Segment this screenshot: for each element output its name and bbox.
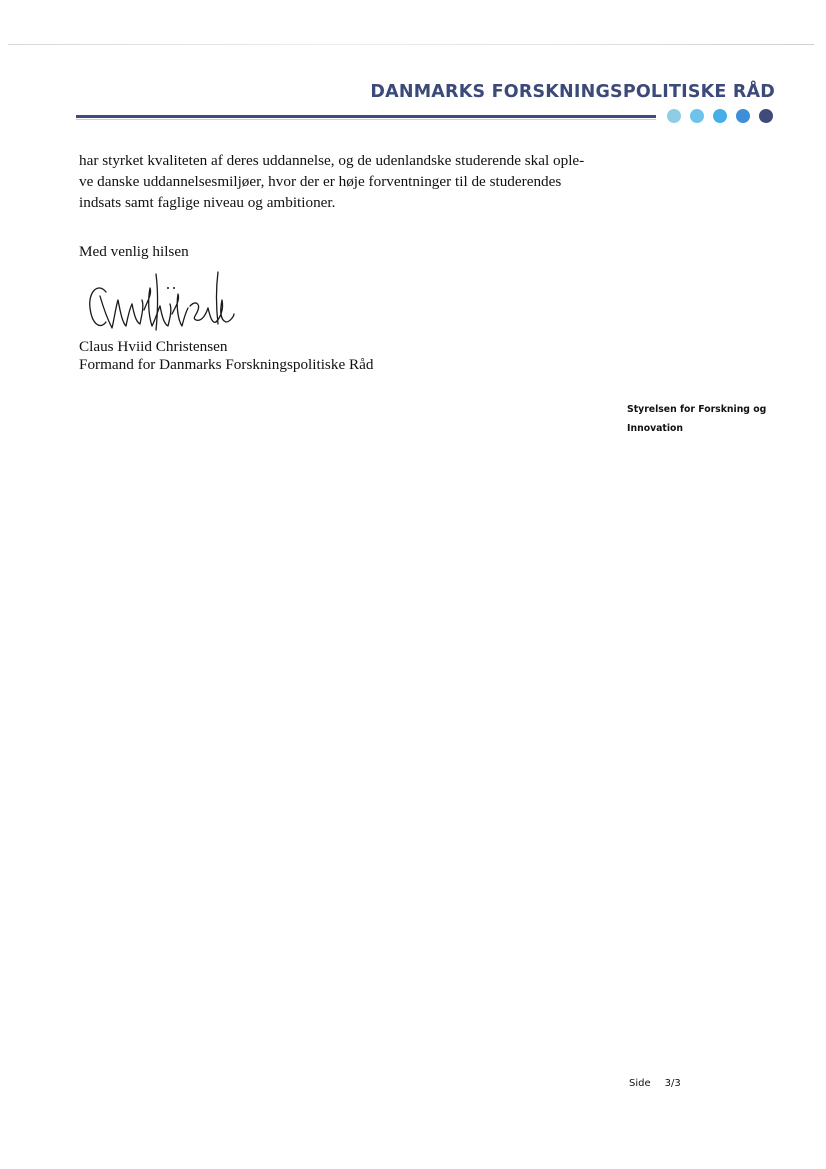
recipient-block (627, 400, 766, 438)
organization-title: DANMARKS FORSKNINGSPOLITISKE RÅD (370, 82, 775, 102)
closing-greeting: Med venlig hilsen (79, 243, 189, 260)
header-rule (76, 115, 656, 118)
page-label: Side (629, 1078, 651, 1089)
body-line: har styrket kvaliteten af deres uddannelse, og de udenlandske studerende skal ople- (79, 152, 585, 169)
signer-block (79, 338, 373, 374)
page-number (629, 1078, 681, 1089)
signer-name: Claus Hviid Christensen (79, 338, 228, 355)
header-rule-shadow (76, 119, 656, 120)
brand-dots (667, 109, 773, 123)
scan-edge-line (8, 44, 814, 45)
signer-title: Formand for Danmarks Forskningspolitiske Råd (79, 356, 374, 373)
recipient-line: Innovation (627, 423, 684, 434)
brand-dot-2 (690, 109, 704, 123)
brand-dot-4 (736, 109, 750, 123)
body-line: ve danske uddannelsesmiljøer, hvor der er høje forventninger til de studerendes (79, 173, 562, 190)
brand-dot-1 (667, 109, 681, 123)
page-value: 3/3 (664, 1078, 681, 1089)
recipient-line: Styrelsen for Forskning og (627, 404, 767, 415)
brand-dot-5 (759, 109, 773, 123)
body-line: indsats samt faglige niveau og ambitioner. (79, 194, 336, 211)
letter-body (79, 150, 619, 213)
handwritten-signature (86, 270, 236, 336)
brand-dot-3 (713, 109, 727, 123)
